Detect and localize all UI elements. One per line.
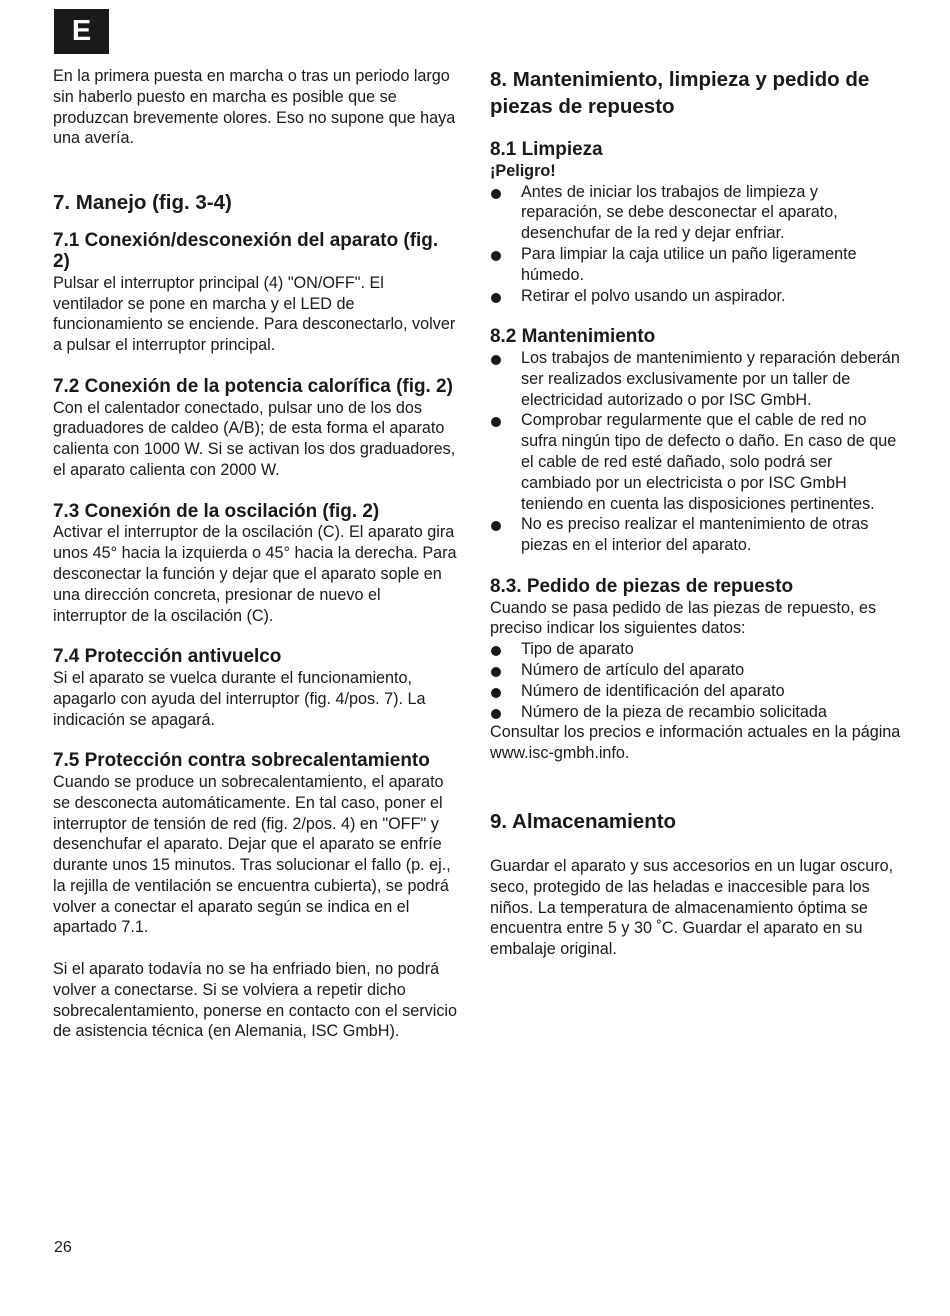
list-item: Comprobar regularmente que el cable de red no sufra ningún tipo de defecto o daño. En caso de que el cable de red esté dañado, solo podrá ser cambiado por un electricista o por ISC GmbH teniendo en cuenta las disposiciones pertinentes. [490,410,902,514]
section-8-2-title: 8.2 Mantenimiento [490,326,656,348]
language-badge: E [54,9,109,54]
section-7-4-body: Si el aparato se vuelca durante el funcionamiento, apagarlo con ayuda del interruptor (fig. 4/pos. 7). La indicación se apagará. [53,668,426,729]
list-item: Retirar el polvo usando un aspirador. [490,286,902,307]
list-item: Número de artículo del aparato [490,660,902,681]
section-7-5-body-continued: Si el aparato todavía no se ha enfriado bien, no podrá volver a conectarse. Si se volviera a repetir dicho sobrecalentamiento, ponerse en contacto con el servicio de asistencia técnica (en Alemania, ISC GmbH). [53,960,458,1041]
intro-paragraph: En la primera puesta en marcha o tras un periodo largo sin haberlo puesto en marcha es posible que se produzcan brevemente olores. Eso no supone que haya una avería. [53,67,456,148]
section-7-3-title: 7.3 Conexión de la oscilación (fig. 2) [53,500,380,522]
page-number: 26 [54,1239,72,1256]
list-item: Tipo de aparato [490,639,902,660]
section-8-3-footer: Consultar los precios e información actuales en la página www.isc-gmbh.info. [490,723,901,763]
list-item: Número de identificación del aparato [490,681,902,702]
section-8-3-title: 8.3. Pedido de piezas de repuesto [490,575,794,597]
danger-warning: ¡Peligro! [490,161,556,180]
section-7-1-title: 7.1 Conexión/desconexión del aparato (fig. 2) [53,230,439,272]
section-7-3-body: Activar el interruptor de la oscilación (C). El aparato gira unos 45° hacia la izquierda o 45° hacia la derecha. Para desconectar la función y dejar que el aparato sople en una dirección concreta, presionar de nuevo el interruptor de la oscilación (C). [53,523,457,625]
section-7-4-title: 7.4 Protección antivuelco [53,646,282,668]
right-column [490,66,902,960]
section-7-title: 7. Manejo (fig. 3-4) [53,191,232,215]
list-item: No es preciso realizar el mantenimiento de otras piezas en el interior del aparato. [490,514,902,556]
list-item: Para limpiar la caja utilice un paño ligeramente húmedo. [490,244,902,286]
section-8-3-intro: Cuando se pasa pedido de las piezas de repuesto, es preciso indicar los siguientes datos: [490,598,877,638]
section-9-body: Guardar el aparato y sus accesorios en un lugar oscuro, seco, protegido de las heladas e inaccesible para los niños. La temperatura de almacenamiento óptima se encuentra entre 5 y 30 ˚C. Guardar el aparato en su embalaje original. [490,856,894,959]
section-8-title: 8. Mantenimiento, limpieza y pedido de piezas de repuesto [490,68,870,118]
section-7-2-body: Con el calentador conectado, pulsar uno de los dos graduadores de caldeo (A/B); de esta forma el aparato calienta con 1000 W. Si se activan los dos graduadores, el aparato calienta con 2000 W. [53,398,456,479]
section-9-title: 9. Almacenamiento [490,809,677,833]
list-item: Los trabajos de mantenimiento y reparación deberán ser realizados exclusivamente por un taller de electricidad autorizado o por ISC GmbH. [490,348,902,410]
maintenance-list [490,348,902,556]
section-7-1-body: Pulsar el interruptor principal (4) "ON/OFF". El ventilador se pone en marcha y el LED de funcionamiento se enciende. Para desconectarlo, volver a pulsar el interruptor principal. [53,273,456,355]
list-item: Número de la pieza de recambio solicitada [490,702,902,723]
section-7-5-body: Cuando se produce un sobrecalentamiento, el aparato se desconecta automáticamente. En tal caso, poner el interruptor de tensión de red (fig. 2/pos. 4) en "OFF" y desenchufar el aparato. Dejar que el aparato se enfríe durante unos 15 minutos. Tras solucionar el fallo (p. ej., la rejilla de ventilación se encuentra cubierta), se podrá volver a conectar el aparato según se indica en el apartado 7.1. [53,772,451,937]
section-8-1-title: 8.1 Limpieza [490,139,603,160]
order-data-list [490,639,902,722]
cleaning-list [490,182,902,307]
left-column [53,66,458,1042]
section-7-2-title: 7.2 Conexión de la potencia calorífica (fig. 2) [53,375,453,397]
list-item: Antes de iniciar los trabajos de limpieza y reparación, se debe desconectar el aparato, desenchufar de la red y dejar enfriar. [490,182,902,244]
section-7-5-title: 7.5 Protección contra sobrecalentamiento [53,750,430,772]
